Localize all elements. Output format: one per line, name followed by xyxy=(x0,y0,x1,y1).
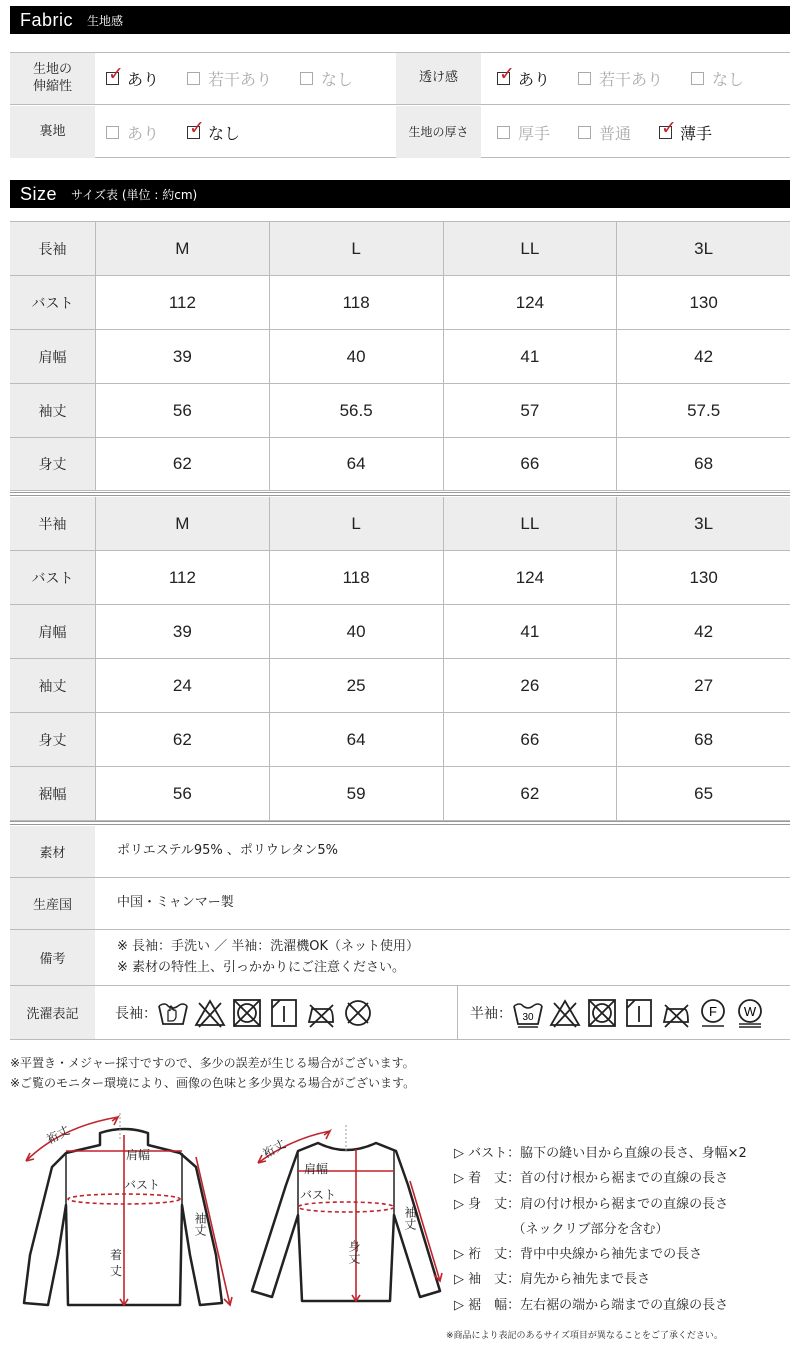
origin-row xyxy=(10,878,790,930)
size-value: 25 xyxy=(269,659,443,712)
size-row xyxy=(10,767,790,821)
unchecked-box-icon xyxy=(691,72,704,85)
size-value: 66 xyxy=(443,713,617,766)
dry-clean-f-icon xyxy=(697,997,729,1029)
fabric-option-label: 若干あり xyxy=(599,70,664,89)
size-value: 3L xyxy=(616,222,790,275)
footnote: ※商品により表記のあるサイズ項目が異なることをご了承ください。 xyxy=(446,1331,723,1341)
stretch-label: 生地の 伸縮性 xyxy=(10,53,95,104)
size-value: 3L xyxy=(616,497,790,550)
size-value: LL xyxy=(443,497,617,550)
size-row xyxy=(10,330,790,384)
fabric-option xyxy=(300,67,353,90)
note-line-2: ※ご覧のモニター環境により、画像の色味と多少異なる場合がございます。 xyxy=(10,1075,416,1090)
size-value: 112 xyxy=(95,551,269,604)
material-row xyxy=(10,826,790,878)
fabric-option-label: なし xyxy=(712,70,745,89)
size-row-label: 肩幅 xyxy=(10,605,95,658)
fabric-option xyxy=(691,67,744,90)
fabric-option xyxy=(497,121,550,144)
material-value: ポリエステル95% 、ポリウレタン5% xyxy=(117,843,338,859)
machine-wash-30-icon xyxy=(512,997,544,1029)
left-length-label-2: 丈 xyxy=(110,1264,123,1278)
check-mark-icon: ✓ xyxy=(661,116,677,139)
remarks-line-1: ※ 長袖：手洗い ／ 半袖：洗濯機OK（ネット使用） xyxy=(117,938,420,954)
size-value: 40 xyxy=(269,605,443,658)
size-value: 64 xyxy=(269,438,443,490)
material-label: 素材 xyxy=(10,826,95,877)
checked-box-icon xyxy=(659,116,677,139)
unchecked-box-icon xyxy=(578,72,591,85)
checked-box-icon xyxy=(187,116,205,139)
right-length-label: 身丈 xyxy=(347,1240,361,1264)
note-line-1: ※平置き・メジャー採寸ですので、多少の誤差が生じる場合がございます。 xyxy=(10,1056,415,1070)
size-value: 118 xyxy=(269,551,443,604)
size-header-row xyxy=(10,222,790,276)
size-row-label: 半袖 xyxy=(10,497,95,550)
fabric-row xyxy=(10,53,790,105)
size-value: 39 xyxy=(95,330,269,383)
size-header-row xyxy=(10,497,790,551)
size-row-label: 袖丈 xyxy=(10,384,95,437)
measurement-legend xyxy=(454,1141,747,1318)
size-value: 57 xyxy=(443,384,617,437)
fabric-option-label: あり xyxy=(127,123,160,143)
size-value: 65 xyxy=(616,767,790,820)
size-value: L xyxy=(269,222,443,275)
size-value: 41 xyxy=(443,330,617,383)
lining-label: 裏地 xyxy=(10,106,95,158)
fabric-option-label: 若干あり xyxy=(208,70,273,89)
size-value: 41 xyxy=(443,605,617,658)
size-value: 57.5 xyxy=(616,384,790,437)
fabric-row xyxy=(10,106,790,158)
no-bleach-icon xyxy=(549,997,581,1029)
size-header xyxy=(10,180,790,208)
size-value: 42 xyxy=(616,605,790,658)
fabric-title-ja: 生地感 xyxy=(87,13,124,28)
size-value: 27 xyxy=(616,659,790,712)
wash-temp-text: 30 xyxy=(522,1011,534,1023)
wet-clean-w-text: W xyxy=(743,1003,757,1019)
drip-dry-icon xyxy=(268,997,300,1029)
wet-clean-w-icon xyxy=(734,997,766,1029)
checked-box-icon xyxy=(106,63,124,85)
size-value: 68 xyxy=(616,438,790,490)
size-title-en: Size xyxy=(20,183,58,204)
care-row xyxy=(10,986,790,1040)
size-row xyxy=(10,384,790,438)
no-bleach-icon xyxy=(194,997,226,1029)
dry-clean-f-text: F xyxy=(709,1003,717,1019)
stretch-options xyxy=(106,53,381,104)
size-row-label: バスト xyxy=(10,276,95,329)
fabric-title-en: Fabric xyxy=(20,9,74,30)
size-row xyxy=(10,659,790,713)
size-value: 64 xyxy=(269,713,443,766)
unchecked-box-icon xyxy=(578,126,591,139)
fabric-option xyxy=(106,63,160,90)
size-value: 112 xyxy=(95,276,269,329)
size-value: 130 xyxy=(616,276,790,329)
size-value: 62 xyxy=(443,767,617,820)
care-long xyxy=(115,997,379,1029)
size-row-label: 身丈 xyxy=(10,713,95,766)
unchecked-box-icon xyxy=(300,72,313,85)
no-dry-clean-icon xyxy=(342,997,374,1029)
size-row-label: 裾幅 xyxy=(10,767,95,820)
size-value: 59 xyxy=(269,767,443,820)
fabric-option xyxy=(578,121,631,144)
size-row-label: 肩幅 xyxy=(10,330,95,383)
size-value: 42 xyxy=(616,330,790,383)
checked-box-icon xyxy=(497,63,515,85)
unchecked-box-icon xyxy=(187,72,200,85)
remarks-row xyxy=(10,930,790,986)
size-row xyxy=(10,713,790,767)
size-value: 24 xyxy=(95,659,269,712)
unchecked-box-icon xyxy=(497,126,510,139)
fabric-option-label: 薄手 xyxy=(680,123,713,143)
size-row-label: 身丈 xyxy=(10,438,95,490)
size-value: M xyxy=(95,222,269,275)
size-value: 56 xyxy=(95,767,269,820)
legend-item: ▷ 身 丈：肩の付け根から裾までの直線の長さ xyxy=(454,1196,729,1212)
size-value: 124 xyxy=(443,276,617,329)
fabric-option-label: あり xyxy=(127,70,160,89)
size-row-label: 袖丈 xyxy=(10,659,95,712)
thickness-options xyxy=(497,106,740,158)
fabric-option xyxy=(187,116,241,144)
unchecked-box-icon xyxy=(106,126,119,139)
size-value: 68 xyxy=(616,713,790,766)
measurement-notes xyxy=(10,1054,415,1094)
fabric-table xyxy=(10,52,790,158)
care-short-label: 半袖： xyxy=(470,1005,512,1022)
right-shoulder-label: 肩幅 xyxy=(304,1162,329,1176)
legend-item: ▷ バスト：脇下の縫い目から直線の長さ、身幅×2 xyxy=(454,1146,747,1161)
fabric-option-label: あり xyxy=(518,70,551,89)
size-value: 56 xyxy=(95,384,269,437)
size-value: L xyxy=(269,497,443,550)
fabric-option-label: なし xyxy=(321,70,354,89)
size-row-label: バスト xyxy=(10,551,95,604)
legend-item: ▷ 裄 丈：背中中央線から袖先までの長さ xyxy=(454,1247,703,1263)
check-mark-icon: ✓ xyxy=(499,63,515,85)
care-label: 洗濯表記 xyxy=(10,986,95,1039)
left-sleeve-label: 袖丈 xyxy=(193,1212,207,1236)
right-bust-label: バスト xyxy=(300,1188,337,1202)
care-long-label: 長袖： xyxy=(115,1005,157,1022)
fabric-option xyxy=(187,67,272,90)
fabric-option xyxy=(578,67,663,90)
left-bust-label: バスト xyxy=(124,1178,161,1192)
legend-item: ▷ 袖 丈：肩先から袖先まで長さ xyxy=(454,1272,651,1288)
fabric-option-label: なし xyxy=(208,123,241,143)
size-value: 62 xyxy=(95,438,269,490)
size-value: 118 xyxy=(269,276,443,329)
care-short xyxy=(470,997,771,1029)
remarks-line-2: ※ 素材の特性上、引っかかりにご注意ください。 xyxy=(117,959,406,975)
right-sleeve-label: 袖丈 xyxy=(403,1206,417,1230)
fabric-option xyxy=(497,63,551,90)
left-yuki-label: 裄丈 xyxy=(44,1123,73,1147)
sheer-options xyxy=(497,53,772,104)
lining-options xyxy=(106,106,268,158)
table-divider xyxy=(10,821,790,825)
size-row xyxy=(10,605,790,659)
thickness-label: 生地の厚さ xyxy=(396,106,481,158)
origin-value: 中国・ミャンマー製 xyxy=(117,895,234,911)
check-mark-icon: ✓ xyxy=(108,63,124,85)
no-iron-icon xyxy=(660,997,692,1029)
size-row xyxy=(10,438,790,491)
size-value: 130 xyxy=(616,551,790,604)
legend-item: （ネックリブ部分を含む） xyxy=(454,1221,669,1237)
no-tumble-dry-icon xyxy=(231,997,263,1029)
size-value: LL xyxy=(443,222,617,275)
size-value: 62 xyxy=(95,713,269,766)
remarks-label: 備考 xyxy=(10,930,95,985)
size-value: 124 xyxy=(443,551,617,604)
no-tumble-dry-icon xyxy=(586,997,618,1029)
fabric-option xyxy=(106,121,159,144)
fabric-option-label: 厚手 xyxy=(518,123,551,143)
size-row xyxy=(10,276,790,330)
size-value: 40 xyxy=(269,330,443,383)
care-divider xyxy=(457,986,458,1040)
hand-wash-icon xyxy=(157,997,189,1029)
legend-item: ▷ 裾 幅：左右裾の端から端までの直線の長さ xyxy=(454,1297,729,1313)
table-divider xyxy=(10,492,790,496)
size-row xyxy=(10,551,790,605)
size-row-label: 長袖 xyxy=(10,222,95,275)
no-iron-icon xyxy=(305,997,337,1029)
size-value: 56.5 xyxy=(269,384,443,437)
left-length-label-1: 着 xyxy=(110,1248,123,1262)
legend-item: ▷ 着 丈：首の付け根から裾までの直線の長さ xyxy=(454,1171,729,1187)
size-value: 26 xyxy=(443,659,617,712)
fabric-option-label: 普通 xyxy=(599,123,632,143)
fabric-option xyxy=(659,116,713,144)
sheer-label: 透け感 xyxy=(396,53,481,104)
left-shoulder-label: 肩幅 xyxy=(126,1148,151,1162)
check-mark-icon: ✓ xyxy=(189,116,205,139)
size-value: M xyxy=(95,497,269,550)
size-value: 39 xyxy=(95,605,269,658)
drip-dry-icon xyxy=(623,997,655,1029)
fabric-header xyxy=(10,6,790,34)
size-title-ja: サイズ表 (単位 : 約cm) xyxy=(71,187,198,202)
size-value: 66 xyxy=(443,438,617,490)
right-yuki-label: 裄丈 xyxy=(260,1136,289,1161)
origin-label: 生産国 xyxy=(10,878,95,929)
